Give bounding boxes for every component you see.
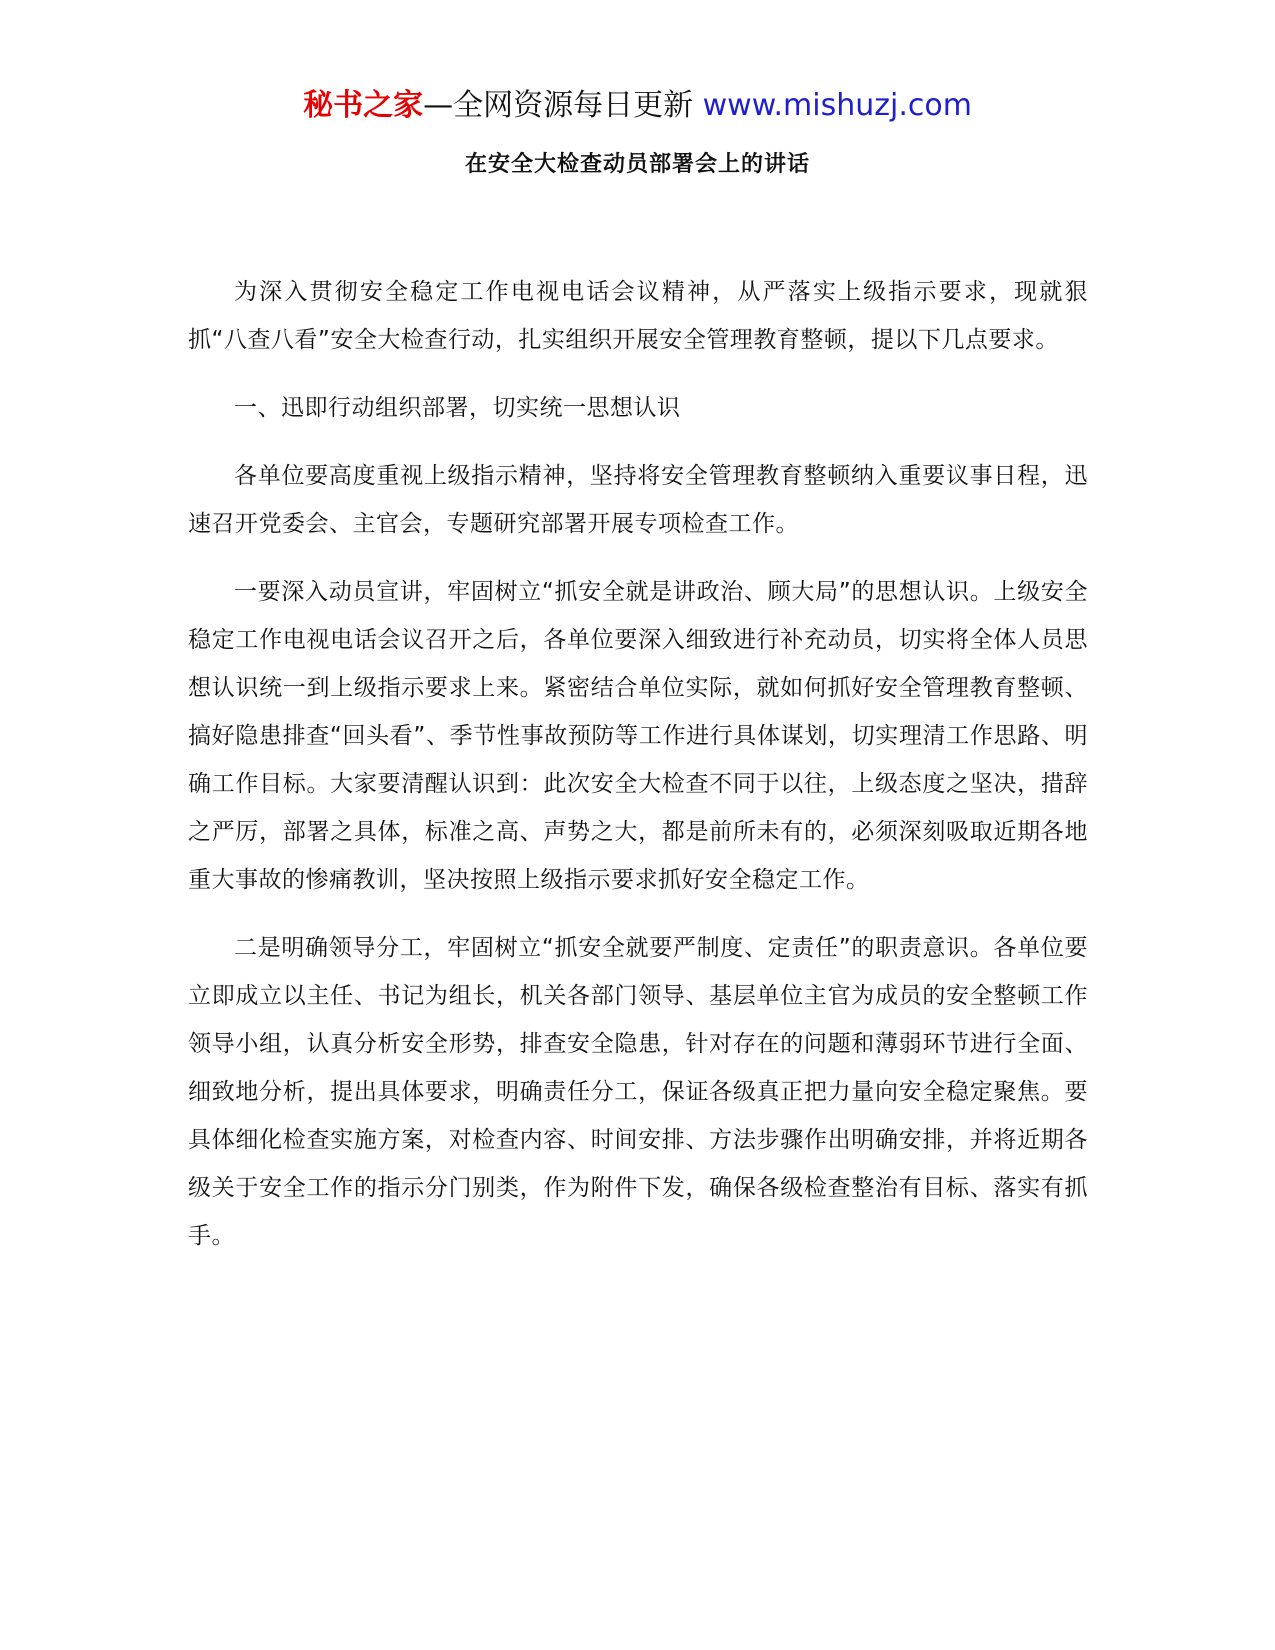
site-brand: 秘书之家 bbox=[303, 88, 424, 123]
section-heading-1: 一、迅即行动组织部署，切实统一思想认识 bbox=[234, 395, 681, 421]
body-paragraph: 各单位要高度重视上级指示精神，坚持将安全管理教育整顿纳入重要议事日程，迅速召开党委会、主官会，专题研究部署开展专项检查工作。 bbox=[188, 463, 1088, 537]
document-title: 在安全大检查动员部署会上的讲话 bbox=[464, 152, 810, 177]
site-tagline: —全网资源每日更新 bbox=[423, 88, 703, 123]
body-paragraph: 一要深入动员宣讲，牢固树立“抓安全就是讲政治、顾大局”的思想认识。上级安全稳定工作电视电话会议召开之后，各单位要深入细致进行补充动员，切实将全体人员思想认识统一到上级指示要求上来。紧密结合单位实际，就如何抓好安全管理教育整顿、搞好隐患排查“回头看”、季节性事故预防等工作进行具体谋划，切实理清工作思路、明确工作目标。大家要清醒认识到：此次安全大检查不同于以往，上级态度之坚决，措辞之严厉，部署之具体，标准之高、声势之大，都是前所未有的，必须深刻吸取近期各地重大事故的惨痛教训，坚决按照上级指示要求抓好安全稳定工作。 bbox=[188, 579, 1088, 893]
site-url-link[interactable]: www.mishuzj.com bbox=[702, 88, 972, 123]
intro-paragraph: 为深入贯彻安全稳定工作电视电话会议精神，从严落实上级指示要求，现就狠抓“八查八看”安全大检查行动，扎实组织开展安全管理教育整顿，提以下几点要求。 bbox=[188, 279, 1088, 353]
site-banner bbox=[0, 84, 1275, 128]
document-body bbox=[188, 268, 1088, 1280]
body-paragraph: 二是明确领导分工，牢固树立“抓安全就要严制度、定责任”的职责意识。各单位要立即成立以主任、书记为组长，机关各部门领导、基层单位主官为成员的安全整顿工作领导小组，认真分析安全形势，排查安全隐患，针对存在的问题和薄弱环节进行全面、细致地分析，提出具体要求，明确责任分工，保证各级真正把力量向安全稳定聚焦。要具体细化检查实施方案，对检查内容、时间安排、方法步骤作出明确安排，并将近期各级关于安全工作的指示分门别类，作为附件下发，确保各级检查整治有目标、落实有抓手。 bbox=[188, 935, 1088, 1249]
